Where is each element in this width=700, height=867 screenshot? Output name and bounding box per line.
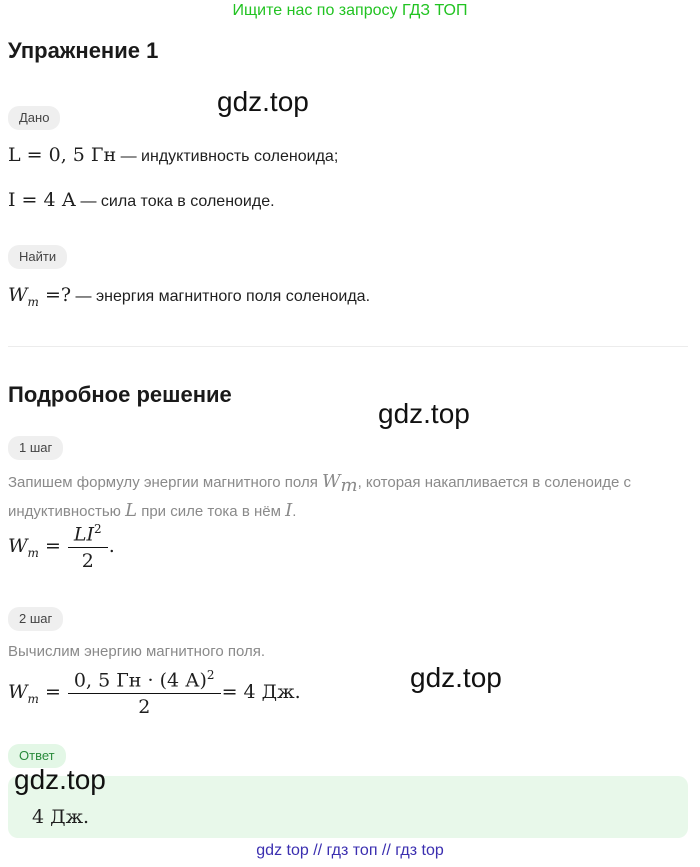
find-math: =? xyxy=(44,284,72,306)
step1-formula: $W_m$ = $\frac{LI^2}{2}$ . xyxy=(8,522,115,573)
current-math: I = 4 А xyxy=(8,189,77,211)
find-text: — энергия магнитного поля соленоида. xyxy=(71,288,371,305)
step2-section xyxy=(8,607,63,631)
inductance-math: L = 0, 5 Гн xyxy=(8,144,117,166)
given-line-inductance xyxy=(8,144,338,166)
exercise-title: Упражнение 1 xyxy=(8,38,159,63)
given-section xyxy=(8,106,60,130)
answer-chip: Ответ xyxy=(8,744,66,768)
given-line-current xyxy=(8,189,275,211)
current-text: — сила тока в соленоиде. xyxy=(76,193,275,210)
watermark: gdz.top xyxy=(378,398,470,429)
solution-title: Подробное решение xyxy=(8,382,232,407)
watermark: gdz.top xyxy=(217,86,309,117)
answer-box xyxy=(8,776,688,838)
given-chip: Дано xyxy=(8,106,60,130)
step1-section xyxy=(8,436,63,460)
step1-text: Запишем формулу энергии магнитного поля $W_m$, которая накапливается в соленоиде с индуктивностью L при силе тока в нём I. xyxy=(8,471,631,521)
step2-text: Вычислим энергию магнитного поля. xyxy=(8,643,266,660)
answer-value: 4 Дж. xyxy=(32,806,90,828)
watermark: gdz.top xyxy=(410,662,502,693)
footer-links: gdz top // гдз топ // гдз top xyxy=(256,842,444,859)
watermark: gdz.top xyxy=(14,764,106,795)
find-section xyxy=(8,245,67,269)
top-banner: Ищите нас по запросу ГДЗ ТОП xyxy=(232,2,468,19)
step1-chip: 1 шаг xyxy=(8,436,63,460)
inductance-text: — индуктивность соленоида; xyxy=(116,148,339,165)
step2-chip: 2 шаг xyxy=(8,607,63,631)
section-divider xyxy=(8,346,688,347)
find-line: $W_m$ =? — энергия магнитного поля соленоида. xyxy=(8,284,371,309)
find-chip: Найти xyxy=(8,245,67,269)
step2-formula: $W_m$ = $\frac{0, 5 Гн \cdot (4 А)^2}{2}$ = 4 Дж. xyxy=(8,668,301,719)
